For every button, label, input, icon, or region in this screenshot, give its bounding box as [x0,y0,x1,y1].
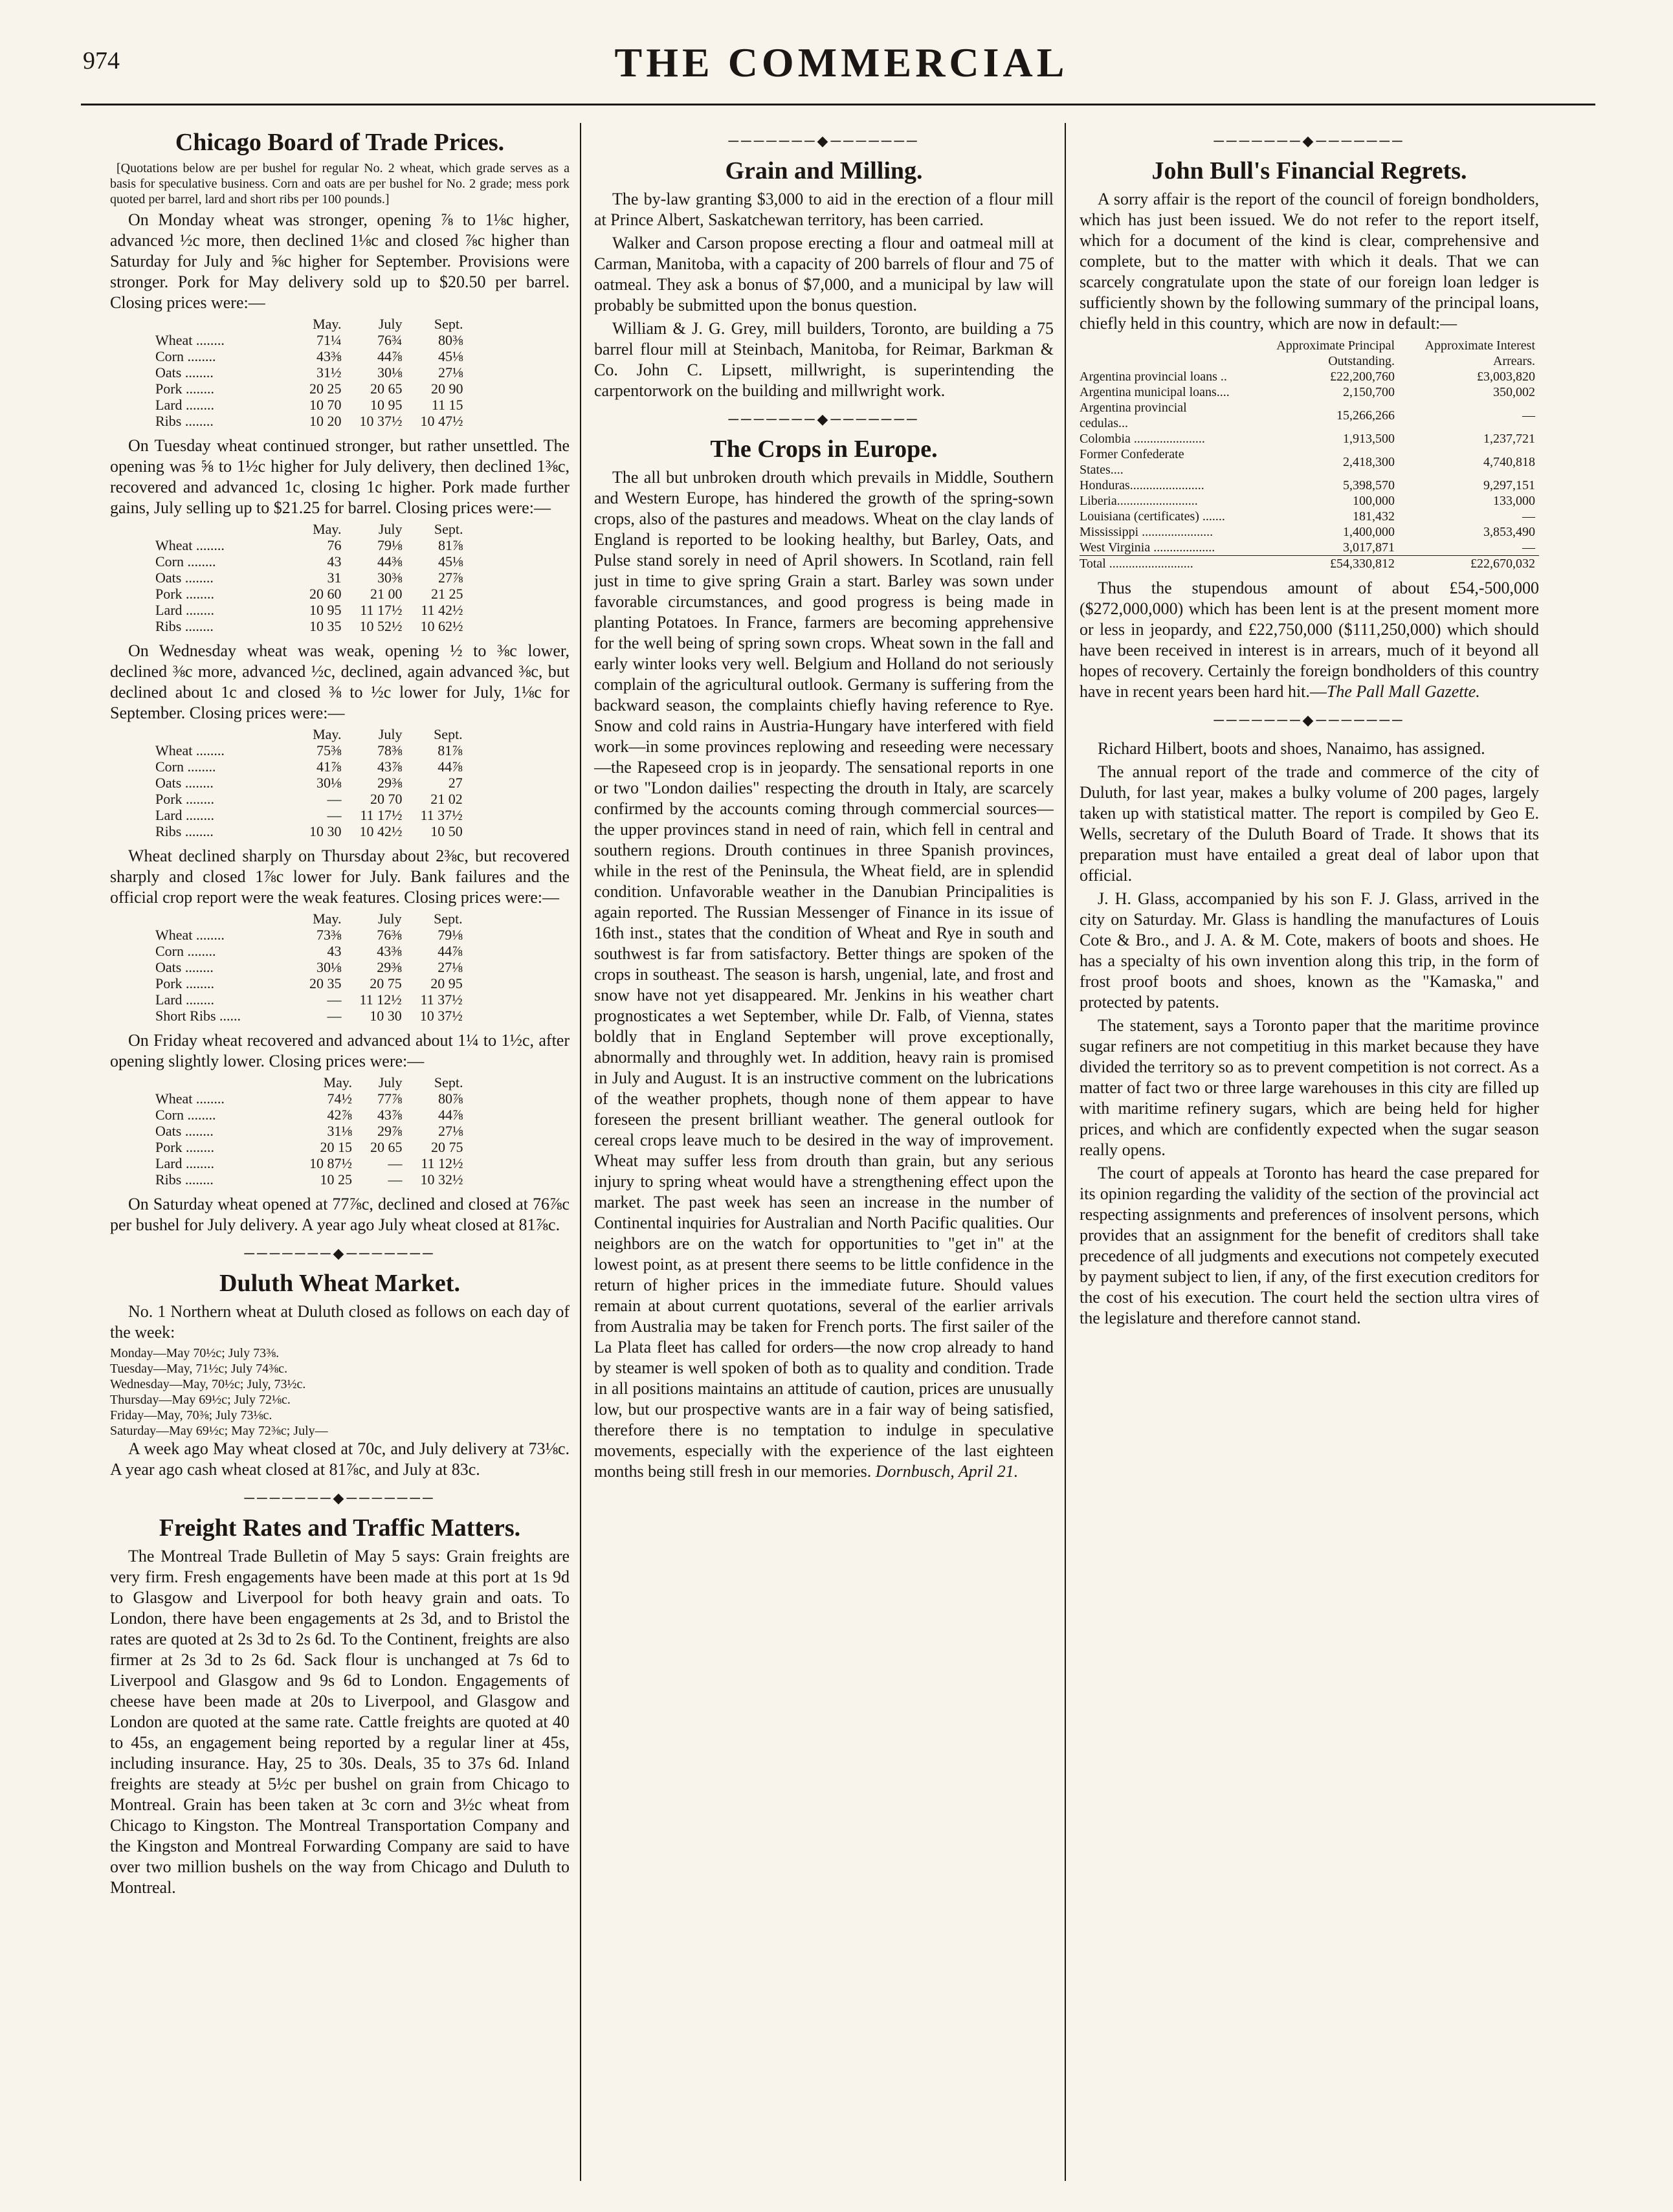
price-table-friday: May. July Sept. Wheat ........ 74½ 77⅞ 80⅞ Corn ........ 42⅞ 43⅞ 44⅞ Oats ........ 31⅛ 29⅞ 27⅛ Pork ........ 20 15 20 65 20 75 Lard ........ 10 87½ — 11 12½ Ribs ........ 10 25 — 10 32½ [155,1074,472,1188]
duluth-outro: A week ago May wheat closed at 70c, and July delivery at 73⅛c. A year ago cash wheat closed at 81⅞c, and July at 83c. [110,1439,570,1479]
grain-para: William & J. G. Grey, mill builders, Toronto, are building a 75 barrel flour mill at Steinbach, Manitoba, for Reimar, Barkman & Co. John C. Lipsett, millwright, is superintending the carpentorwork on the building and millwright work. [594,319,1054,400]
table-row: Short Ribs ...... — 10 30 10 37½ [155,1008,463,1024]
table-row: Ribs ........ 10 35 10 52½ 10 62½ [155,618,463,634]
table-row: Ribs ........ 10 30 10 42½ 10 50 [155,823,463,839]
col-header: May. [313,316,342,332]
news-item: The court of appeals at Toronto has heard the case prepared for its opinion regarding the validity of the section of the provincial act respecting assignments and preferences of insolvent persons, which provides that an assignment for the benefit of creditors shall take precedence of all judgments and executions not competely executed by payment subject to lien, if any, of the first execution creditors for the cost of his execution. The court held the section ultra vires of the legislature and therefore cannot stand. [1080,1164,1539,1327]
section-divider-ornament: ───────◆─────── [1213,133,1405,149]
news-item: The statement, says a Toronto paper that the maritime province sugar refiners are not competitiug in this market because they have divided the territory so as to prevent competition is not correct. As a matter of fact two or three large warehouses in this city are filled up with maritime refinery sugars, which are being held for higher prices, and which are confidently expected when the sugar season really opens. [1080,1016,1539,1159]
chicago-saturday-text: On Saturday wheat opened at 77⅞c, declined and closed at 76⅞c per bushel for July delivery. A year ago July wheat closed at 81⅞c. [110,1195,570,1234]
table-row: Pork ........ — 20 70 21 02 [155,791,463,807]
freight-body: The Montreal Trade Bulletin of May 5 says: Grain freights are very firm. Fresh engagements have been made at this port at 1s 9d to Glasgow and Liverpool for both heavy grain and oats. To London, there have been engagements at 2s 3d, and to Bristol the rates are quoted at 2s 3d to 2s 6d. To the Continent, freights are also firmer at 2s 3d to 2s 6d. Sack flour is unchanged at 7s 6d to Liverpool and Glasgow and 9s 6d to London. Engagements of cheese have been made at 20s to Liverpool, and Glasgow and London are quoted at the same rate. Cattle freights are quoted at 40 to 45s, an engagement being reported by a regular liner at 45s, including insurance. Hay, 25 to 30s. Deals, 35 to 37s 6d. Inland freights are steady at 5½c per bushel on grain from Chicago to Montreal. Grain has been taken at 3c corn and 3½c wheat from Chicago to Kingston. The Montreal Transportation Company and the Kingston and Montreal Forwarding Company are said to have over two million bushels on the way from Chicago and Duluth to Montreal. [110,1547,570,1897]
table-row: Pork ........ 20 25 20 65 20 90 [155,381,463,397]
price-table-monday [155,316,472,429]
john-bull-heading: John Bull's Financial Regrets. [1151,157,1467,184]
table-row: Oats ........ 31½ 30⅛ 27⅛ [155,364,463,381]
column-1 [110,123,570,2181]
john-bull-outro: Thus the stupendous amount of about £54,-500,000 ($272,000,000) which has been lent is at the present moment more or less in jeopardy, and £22,750,000 ($111,250,000) which should have been received in interest is in arrears, much of it beyond all hopes of recovery. Certainly the foreign bondholders of this country have in recent years been hard hit.—The Pall Mall Gazette. [1080,579,1539,701]
table-row: Wheat ........ 74½ 77⅞ 80⅞ [155,1090,463,1107]
news-item: J. H. Glass, accompanied by his son F. J. Glass, arrived in the city on Saturday. Mr. Glass is handling the manufactures of Louis Cote & Bro., and J. A. & M. Cote, makers of boots and shoes. He has a specialty of his own invention along this trip, in the form of frost proof boots and shoes, known as the "Kamaska," and protected by patents. [1080,889,1539,1012]
table-row: Colombia ...................... 1,913,500 1,237,721 [1080,432,1535,446]
col-header: July [378,316,403,332]
table-row: Liberia......................... 100,000 133,000 [1080,494,1535,508]
crops-body: The all but unbroken drouth which prevails in Middle, Southern and Western Europe, has hindered the growth of the spring-sown crops, also of the pastures and meadows. Wheat on the clay lands of England is reported to be looking healthy, but Barley, Oats, and Pulse stand sorely in need of April showers. In Scotland, rain fell just in time to give spring Grain a start. Barley was sown under favorable circumstances, and good progress is being made in planting Potatoes. In France, farmers are becoming apprehensive for the well being of spring sown crops. Wheat sown in the fall and early winter looks very well. Belgium and Holland do not seriously complain of the agricultural outlook. Germany is suffering from the backward season, the complaints chiefly having reference to Rye. Snow and cold rains in Austria-Hungary have interfered with field work—in some provinces replowing and reseeding were necessary—the Rapeseed crop is in jeopardy. The sensational reports in one or two "London dailies" respecting the drouth in Italy, are scarcely confirmed by the accounts coming through commercial sources—the upper provinces stand in need of rain, which fell in central and southern regions. Drouth continues in three Spanish provinces, while in the rest of the Peninsula, the Wheat field, are in splendid condition. Unfavorable weather in the Danubian Principalities is again reported. The Russian Messenger of Finance in its issue of 16th inst., states that the condition of Wheat and Rye in south and southwest is far from satisfactory. Better things are spoken of the crops in southeast. The season is harsh, ungenial, late, and frost and snow have not yet disappeared. Mr. Jenkins in his weather chart prognosticates a wet September, while Dr. Falb, of Vienna, states boldly that in England September will prove exceptionally, abnormally and throughly wet. In addition, heavy rain is promised in July and August. It is an instructive comment on the lubrications of the weather prophets, though none of them appear to have foreseen the present brilliant weather. The general outlook for cereal crops leave much to be desired in the way of improvement. Wheat may suffer less from drouth than grain, but any serious injury to spring wheat would have a strengthening effect upon the market. The past week has seen an increase in the number of Continental inquiries for Australian and North Pacific qualities. Our neighbors are on the watch for opportunities to "get in" at the lowest point, as at present there seems to be little confidence in the return of higher prices in the immediate future. Should values remain at about current quotations, several of the earlier arrivals from Australia may be taken for French ports. The first sailer of the La Plata fleet has called for orders—the now crop already to hand by steamer is well spoken of both as to quality and condition. Trade in all positions maintains an attitude of caution, prices are unusually low, but our prospective wants are in a fair way of being satisfied, therefore there is no temptation to indulge in speculative movements, especially with the experience of the last eighteen months being still fresh in our memories. Dornbusch, April 21. [594,468,1054,1481]
column-divider [580,123,581,2181]
table-row: Wheat ........ 71¼ 76¾ 80⅜ [155,332,463,348]
price-table-wednesday: May. July Sept. Wheat ........ 75⅜ 78⅜ 81⅞ Corn ........ 41⅞ 43⅞ 44⅞ Oats ........ 30⅛ 29⅜ 27 Pork ........ — 20 70 21 02 Lard ........ — 11 17½ 11 37½ Ribs ........ 10 30 10 42½ 10 50 [155,726,472,839]
column-2 [594,123,1054,2181]
section-divider-ornament: ───────◆─────── [1213,712,1405,728]
table-row: Louisiana (certificates) ....... 181,432 — [1080,509,1535,524]
chicago-friday-text: On Friday wheat recovered and advanced about 1¼ to 1½c, after opening slightly lower. Closing prices were:— [110,1031,570,1070]
chicago-heading: Chicago Board of Trade Prices. [175,129,505,156]
chicago-note: [Quotations below are per bushel for regular No. 2 wheat, which grade serves as a basis for speculative business. Corn and oats are per bushel for No. 2 grade; mess pork quoted per barrel, lard and short ribs per 100 pounds.] [110,161,570,206]
table-row: Pork ........ 20 35 20 75 20 95 [155,975,463,991]
table-row: Oats ........ 31 30⅜ 27⅞ [155,570,463,586]
col-header: Approximate Interest Arrears. [1424,338,1535,368]
table-row: Corn ........ 42⅞ 43⅞ 44⅞ [155,1107,463,1123]
chicago-monday-text: On Monday wheat was stronger, opening ⅞ to 1⅛c higher, advanced ½c more, then declined 1⅛c and closed ⅞c higher than Saturday for July and ⅝c higher for September. Provisions were stronger. Pork for May delivery sold up to $20.50 per barrel. Closing prices were:— [110,210,570,312]
list-item: Tuesday—May, 71½c; July 74⅜c. [110,1362,288,1376]
duluth-daily-list [110,1345,570,1439]
column-3 [1080,123,1539,2181]
table-row: Honduras....................... 5,398,570 9,297,151 [1080,478,1535,492]
table-row: Lard ........ — 11 17½ 11 37½ [155,807,463,823]
table-row: Corn ........ 43 44⅜ 45⅛ [155,553,463,570]
table-row: Corn ........ 43⅜ 44⅞ 45⅛ [155,348,463,364]
table-row: Pork ........ 20 15 20 65 20 75 [155,1139,463,1155]
table-row: Ribs ........ 10 25 — 10 32½ [155,1171,463,1188]
price-table-thursday: May. July Sept. Wheat ........ 73⅜ 76⅜ 79⅛ Corn ........ 43 43⅜ 44⅞ Oats ........ 30⅛ 29⅜ 27⅛ Pork ........ 20 35 20 75 20 95 Lard ........ — 11 12½ 11 37½ Short Ribs ...... — 10 30 10 37½ [155,911,472,1024]
table-row: Wheat ........ 73⅜ 76⅜ 79⅛ [155,927,463,943]
john-bull-intro: A sorry affair is the report of the council of foreign bondholders, which has just been issued. We do not refer to the report itself, which for a document of the kind is clear, comprehensive and complete, but to the matter with which it deals. That we can scarcely congratulate upon the state of our foreign loan ledger is sufficiently shown by the following summary of the principal loans, chiefly held in this country, which are now in default:— [1080,190,1539,333]
table-row: Wheat ........ 76 79⅛ 81⅞ [155,537,463,553]
table-row: Lard ........ 10 87½ — 11 12½ [155,1155,463,1171]
page-number: 974 [83,47,120,74]
price-table-tuesday: May. July Sept. Wheat ........ 76 79⅛ 81⅞ Corn ........ 43 44⅜ 45⅛ Oats ........ 31 30⅜ 27⅞ Pork ........ 20 60 21 00 21 25 Lard ........ 10 95 11 17½ 11 42½ Ribs ........ 10 35 10 52½ 10 62½ [155,521,472,634]
news-item: The annual report of the trade and commerce of the city of Duluth, for last year, makes a bulky volume of 200 pages, largely taken up with statistical matter. The report is compiled by Geo E. Wells, secretary of the Duluth Board of Trade. It shows that its preparation must have entailed a great deal of labor upon that official. [1080,762,1539,885]
table-row: Mississippi ...................... 1,400,000 3,853,490 [1080,525,1535,539]
section-divider-ornament: ───────◆─────── [244,1490,436,1506]
chicago-wednesday-text: On Wednesday wheat was weak, opening ½ to ⅜c lower, declined ⅜c more, advanced ½c, declined, again advanced ⅜c, but declined about 1c and closed ⅜ to ½c lower for July, 1⅛c for September. Closing prices were:— [110,641,570,722]
grain-para: Walker and Carson propose erecting a flour and oatmeal mill at Carman, Manitoba, with a capacity of 200 barrels of flour and 75 of oatmeal. They ask a bonus of $7,000, and a municipal by law will probably be submitted upon the bonus question. [594,234,1054,315]
table-row: Argentina provincial cedulas... 15,266,266 — [1080,401,1535,430]
table-row: Former Confederate States.... 2,418,300 4,740,818 [1080,447,1535,477]
table-row: Wheat ........ 75⅜ 78⅜ 81⅞ [155,742,463,758]
masthead: THE COMMERCIAL [614,39,1069,85]
table-row: Lard ........ 10 95 11 17½ 11 42½ [155,602,463,618]
table-row: Corn ........ 43 43⅜ 44⅞ [155,943,463,959]
table-row: Ribs ........ 10 20 10 37½ 10 47½ [155,413,463,429]
list-item: Monday—May 70½c; July 73⅜. [110,1346,280,1360]
table-row: Corn ........ 41⅞ 43⅞ 44⅞ [155,758,463,775]
list-item: Wednesday—May, 70½c; July, 73½c. [110,1377,306,1391]
list-item: Saturday—May 69½c; May 72⅜c; July— [110,1424,328,1438]
chicago-tuesday-text: On Tuesday wheat continued stronger, but rather unsettled. The opening was ⅝ to 1½c higher for July delivery, then declined 1⅜c, recovered and advanced 1c, closing 1c higher. Pork made further gains, July selling up to $21.25 for barrel. Closing prices were:— [110,436,570,517]
freight-heading: Freight Rates and Traffic Matters. [159,1514,521,1542]
default-loans-table [1080,338,1539,571]
chicago-thursday-text: Wheat declined sharply on Thursday about 2⅜c, but recovered sharply and closed 1⅞c lower for July. Bank failures and the official crop report were the weak features. Closing prices were:— [110,846,570,907]
table-row: Lard ........ — 11 12½ 11 37½ [155,991,463,1008]
col-header: Approximate Principal Outstanding. [1276,338,1395,368]
table-total-row: Total .......................... £54,330,812 £22,670,032 [1080,556,1539,572]
news-item: Richard Hilbert, boots and shoes, Nanaimo, has assigned. [1098,739,1485,758]
column-divider [1065,123,1066,2181]
table-row: Oats ........ 30⅛ 29⅜ 27 [155,775,463,791]
section-divider-ornament: ───────◆─────── [728,411,920,427]
grain-heading: Grain and Milling. [725,157,923,184]
table-row: Argentina municipal loans.... 2,150,700 350,002 [1080,385,1535,399]
crops-source: Dornbusch, April 21. [875,1462,1019,1481]
table-row: Pork ........ 20 60 21 00 21 25 [155,586,463,602]
col-header: Sept. [434,316,463,332]
table-row: Lard ........ 10 70 10 95 11 15 [155,397,463,413]
list-item: Thursday—May 69½c; July 72⅛c. [110,1393,291,1407]
list-item: Friday—May, 70⅜; July 73⅛c. [110,1408,272,1422]
john-bull-source: The Pall Mall Gazette. [1326,682,1480,701]
table-row: Oats ........ 31⅛ 29⅞ 27⅛ [155,1123,463,1139]
grain-para: The by-law granting $3,000 to aid in the erection of a flour mill at Prince Albert, Saskatchewan territory, has been carried. [594,190,1054,229]
section-divider-ornament: ───────◆─────── [244,1245,436,1261]
table-row: Oats ........ 30⅛ 29⅜ 27⅛ [155,959,463,975]
duluth-intro: No. 1 Northern wheat at Duluth closed as follows on each day of the week: [110,1302,570,1342]
table-row: Argentina provincial loans .. £22,200,760 £3,003,820 [1080,370,1535,384]
section-divider-ornament: ───────◆─────── [728,133,920,149]
header-rule [81,104,1595,105]
table-row: West Virginia ................... 3,017,871 — [1080,540,1535,555]
duluth-heading: Duluth Wheat Market. [219,1270,460,1297]
crops-heading: The Crops in Europe. [710,436,938,463]
